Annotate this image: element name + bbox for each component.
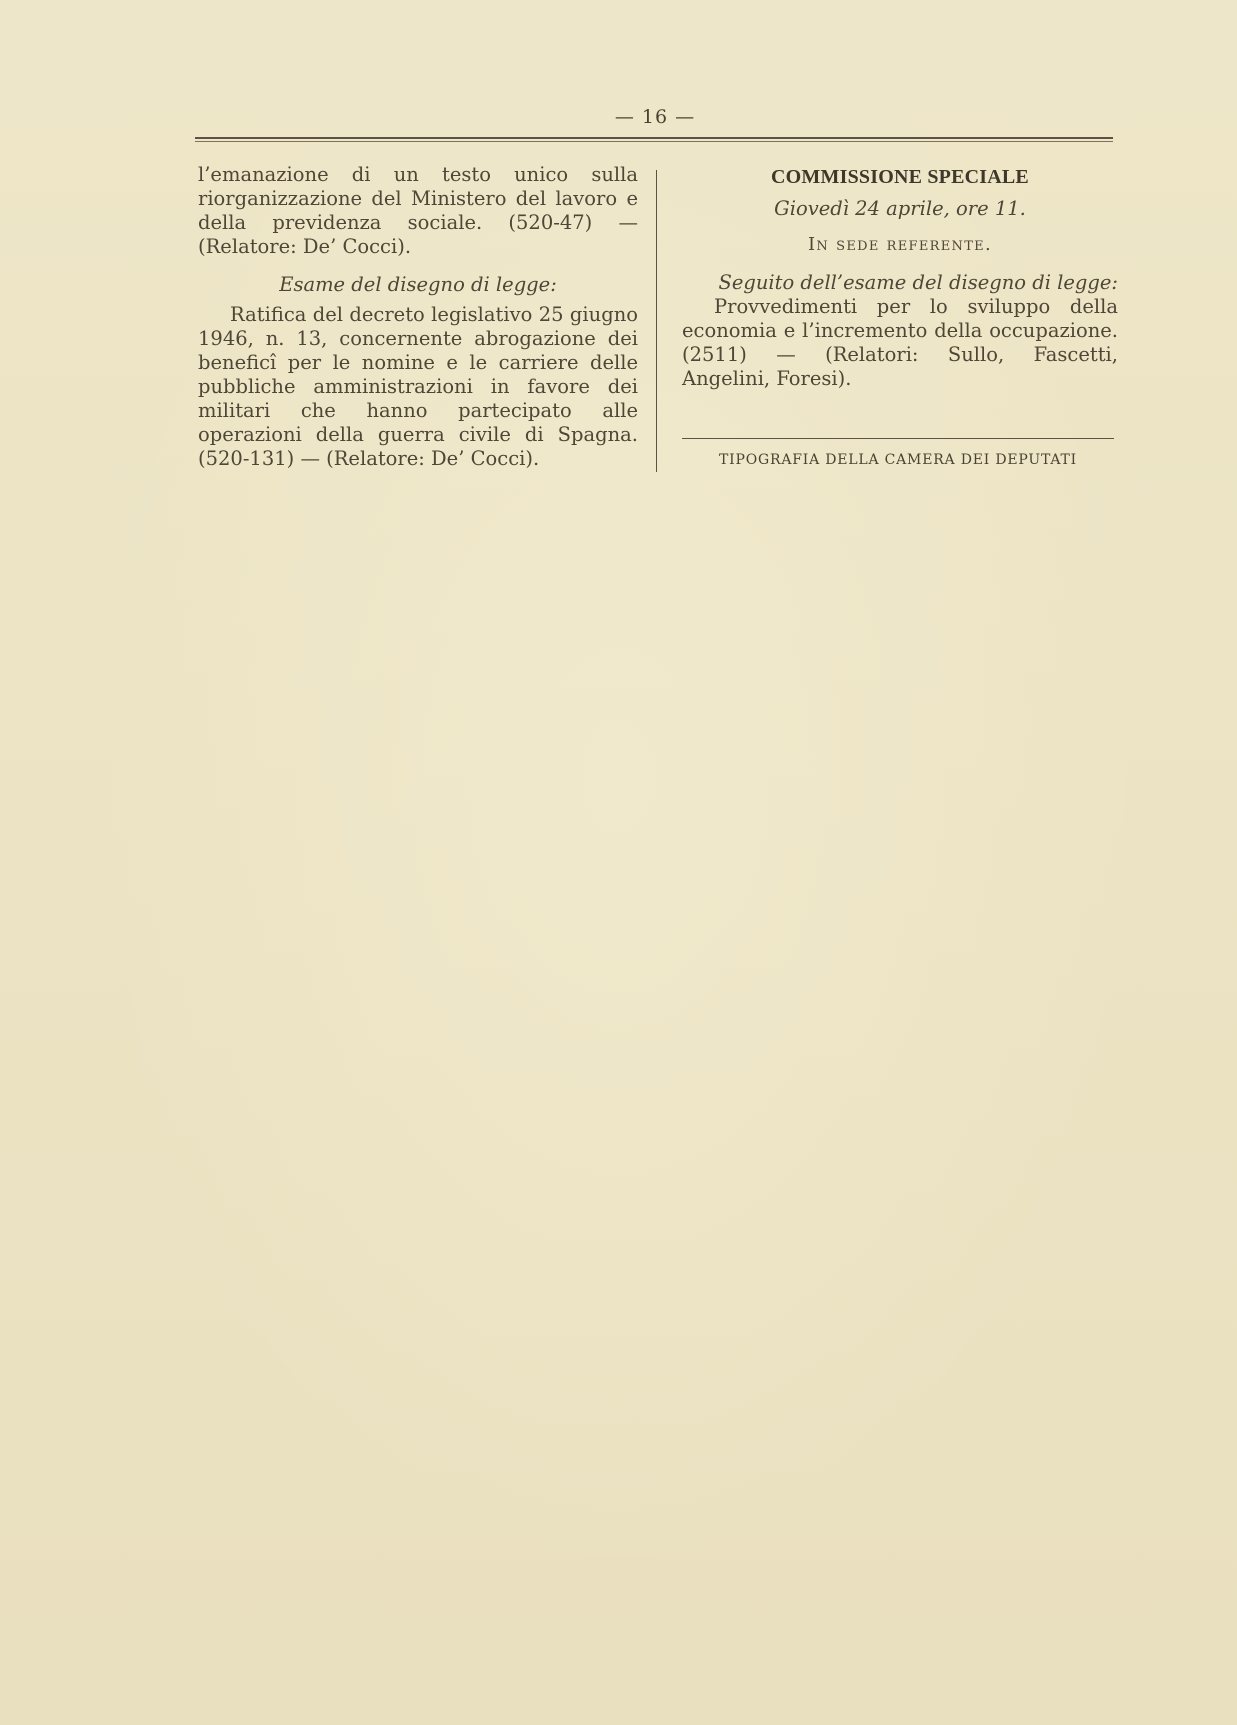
page-number: — 16 — [614, 106, 696, 128]
right-column [682, 163, 1118, 391]
seguito-paragraph: Provvedimenti per lo sviluppo della economia e l’incremento della occupazione. (2511) — (Relatori: Sullo, Fascetti, Angelini, Foresi). [682, 295, 1118, 390]
exam-heading: Esame del disegno di legge: [279, 273, 557, 296]
header-rule-secondary [195, 141, 1113, 142]
session-date: Giovedì 24 aprile, ore 11. [774, 197, 1026, 220]
footer-rule [682, 438, 1114, 439]
opening-paragraph: l’emanazione di un testo unico sulla riorganizzazione del Ministero del lavoro e della previdenza sociale. (520-47) — (Relatore: De’ Cocci). [198, 163, 638, 258]
session-sede: In sede referente. [808, 234, 992, 255]
column-divider [656, 170, 657, 472]
printer-imprint: TIPOGRAFIA DELLA CAMERA DEI DEPUTATI [719, 452, 1077, 468]
seguito-heading: Seguito dell’esame del disegno di legge: [718, 271, 1118, 294]
exam-paragraph: Ratifica del decreto legislativo 25 giugno 1946, n. 13, concernente abrogazione dei beneficî per le nomine e le carriere delle pubbliche amministrazioni in favore dei militari che hanno partecipato alle operazioni della guerra civile di Spagna. (520-131) — (Relatore: De’ Cocci). [198, 303, 638, 470]
left-column [198, 163, 638, 471]
commission-title: COMMISSIONE SPECIALE [771, 166, 1029, 188]
header-rule [195, 137, 1113, 139]
